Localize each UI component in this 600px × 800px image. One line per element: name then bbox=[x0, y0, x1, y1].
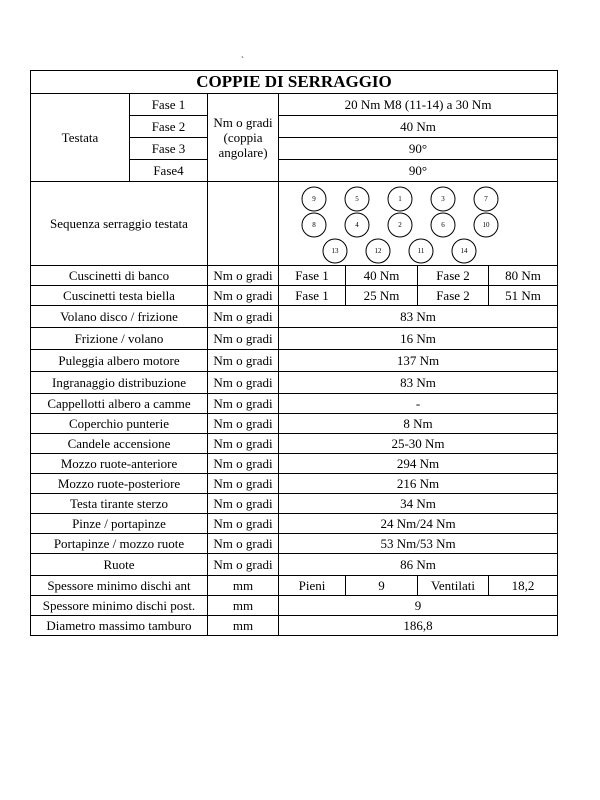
bearing-phase2: Fase 2 bbox=[418, 266, 489, 286]
bearing-row bbox=[31, 286, 558, 306]
bolt-number: 1 bbox=[398, 194, 402, 203]
row-value: 186,8 bbox=[279, 616, 558, 636]
row-label: Mozzo ruote-posteriore bbox=[31, 474, 208, 494]
row-value: 24 Nm/24 Nm bbox=[279, 514, 558, 534]
row-value: 83 Nm bbox=[279, 372, 558, 394]
row-value: - bbox=[279, 394, 558, 414]
table-row bbox=[31, 534, 558, 554]
bolt-marker bbox=[409, 239, 433, 263]
bearing-value1: 25 Nm bbox=[346, 286, 418, 306]
row-label: Volano disco / frizione bbox=[31, 306, 208, 328]
bolt-marker bbox=[345, 187, 369, 211]
bearing-phase1: Fase 1 bbox=[279, 266, 346, 286]
row-value: 53 Nm/53 Nm bbox=[279, 534, 558, 554]
row-unit: Nm o gradi bbox=[208, 414, 279, 434]
row-unit: mm bbox=[208, 616, 279, 636]
bolt-marker bbox=[323, 239, 347, 263]
bolt-number: 6 bbox=[441, 220, 445, 229]
bearing-label: Cuscinetti testa biella bbox=[31, 286, 208, 306]
table-row bbox=[31, 394, 558, 414]
bolt-marker bbox=[452, 239, 476, 263]
row-value: 83 Nm bbox=[279, 306, 558, 328]
testata-row bbox=[31, 94, 558, 116]
row-unit: Nm o gradi bbox=[208, 494, 279, 514]
bolt-number: 14 bbox=[460, 246, 468, 255]
bearing-row bbox=[31, 266, 558, 286]
bolt-marker bbox=[431, 187, 455, 211]
row-label: Frizione / volano bbox=[31, 328, 208, 350]
row-value: 216 Nm bbox=[279, 474, 558, 494]
row-label: Testa tirante sterzo bbox=[31, 494, 208, 514]
row-label: Candele accensione bbox=[31, 434, 208, 454]
row-unit: Nm o gradi bbox=[208, 350, 279, 372]
bolt-number: 5 bbox=[355, 194, 359, 203]
row-value: 86 Nm bbox=[279, 554, 558, 576]
sequence-unit-empty bbox=[208, 182, 279, 266]
bearing-value2: 80 Nm bbox=[489, 266, 558, 286]
testata-phase: Fase 1 bbox=[130, 94, 208, 116]
bolt-number: 13 bbox=[331, 246, 339, 255]
disc-value-solid: 9 bbox=[346, 576, 418, 596]
testata-unit bbox=[208, 94, 279, 182]
bolt-marker bbox=[302, 213, 326, 237]
row-unit: Nm o gradi bbox=[208, 306, 279, 328]
sequence-row bbox=[31, 182, 558, 266]
row-value: 16 Nm bbox=[279, 328, 558, 350]
row-unit: Nm o gradi bbox=[208, 372, 279, 394]
row-unit: Nm o gradi bbox=[208, 474, 279, 494]
row-label: Pinze / portapinze bbox=[31, 514, 208, 534]
table-row bbox=[31, 474, 558, 494]
disc-type-vented: Ventilati bbox=[418, 576, 489, 596]
bearing-phase1: Fase 1 bbox=[279, 286, 346, 306]
table-row bbox=[31, 350, 558, 372]
disc-front-label: Spessore minimo dischi ant bbox=[31, 576, 208, 596]
row-value: 8 Nm bbox=[279, 414, 558, 434]
row-value: 25-30 Nm bbox=[279, 434, 558, 454]
disc-value-vented: 18,2 bbox=[489, 576, 558, 596]
bolt-marker bbox=[302, 187, 326, 211]
table-row bbox=[31, 514, 558, 534]
bolt-number: 3 bbox=[441, 194, 445, 203]
table-row bbox=[31, 328, 558, 350]
row-unit: Nm o gradi bbox=[208, 554, 279, 576]
bearing-label: Cuscinetti di banco bbox=[31, 266, 208, 286]
disc-front-row bbox=[31, 576, 558, 596]
bolt-number: 12 bbox=[374, 246, 382, 255]
bolt-number: 10 bbox=[482, 220, 490, 229]
testata-phase: Fase 2 bbox=[130, 116, 208, 138]
bolt-number: 4 bbox=[355, 220, 359, 229]
row-label: Ingranaggio distribuzione bbox=[31, 372, 208, 394]
bolt-number: 7 bbox=[484, 194, 488, 203]
table-row bbox=[31, 414, 558, 434]
bolt-sequence-diagram bbox=[283, 184, 553, 264]
table-row bbox=[31, 616, 558, 636]
row-label: Puleggia albero motore bbox=[31, 350, 208, 372]
bearing-unit: Nm o gradi bbox=[208, 266, 279, 286]
sequence-diagram-cell bbox=[279, 182, 558, 266]
table-title: COPPIE DI SERRAGGIO bbox=[31, 71, 558, 94]
disc-type-solid: Pieni bbox=[279, 576, 346, 596]
row-unit: Nm o gradi bbox=[208, 514, 279, 534]
bolt-number: 8 bbox=[312, 220, 316, 229]
bolt-marker bbox=[431, 213, 455, 237]
row-label: Coperchio punterie bbox=[31, 414, 208, 434]
bolt-marker bbox=[366, 239, 390, 263]
bearing-value2: 51 Nm bbox=[489, 286, 558, 306]
testata-value: 40 Nm bbox=[279, 116, 558, 138]
testata-unit-text: Nm o gradi (coppia angolare) bbox=[213, 115, 273, 160]
bolt-marker bbox=[345, 213, 369, 237]
table-row bbox=[31, 494, 558, 514]
stray-tick-mark: ` bbox=[241, 55, 244, 65]
bolt-marker bbox=[474, 213, 498, 237]
bolt-number: 9 bbox=[312, 194, 316, 203]
row-label: Mozzo ruote-anteriore bbox=[31, 454, 208, 474]
table-row bbox=[31, 434, 558, 454]
row-label: Cappellotti albero a camme bbox=[31, 394, 208, 414]
row-unit: Nm o gradi bbox=[208, 328, 279, 350]
bolt-marker bbox=[388, 213, 412, 237]
bolt-marker bbox=[388, 187, 412, 211]
table-row bbox=[31, 596, 558, 616]
testata-value: 20 Nm M8 (11-14) a 30 Nm bbox=[279, 94, 558, 116]
testata-label: Testata bbox=[31, 94, 130, 182]
row-label: Spessore minimo dischi post. bbox=[31, 596, 208, 616]
row-label: Diametro massimo tamburo bbox=[31, 616, 208, 636]
row-unit: Nm o gradi bbox=[208, 434, 279, 454]
row-unit: Nm o gradi bbox=[208, 394, 279, 414]
row-unit: Nm o gradi bbox=[208, 534, 279, 554]
bolt-number: 2 bbox=[398, 220, 402, 229]
testata-phase: Fase 3 bbox=[130, 138, 208, 160]
torque-table bbox=[30, 70, 558, 636]
row-unit: Nm o gradi bbox=[208, 454, 279, 474]
testata-phase: Fase4 bbox=[130, 160, 208, 182]
bolt-number: 11 bbox=[417, 246, 425, 255]
table-row bbox=[31, 372, 558, 394]
table-row bbox=[31, 554, 558, 576]
testata-value: 90° bbox=[279, 138, 558, 160]
row-label: Ruote bbox=[31, 554, 208, 576]
bearing-value1: 40 Nm bbox=[346, 266, 418, 286]
bolt-marker bbox=[474, 187, 498, 211]
testata-value: 90° bbox=[279, 160, 558, 182]
sequence-label: Sequenza serraggio testata bbox=[31, 182, 208, 266]
bearing-unit: Nm o gradi bbox=[208, 286, 279, 306]
row-value: 137 Nm bbox=[279, 350, 558, 372]
table-row bbox=[31, 306, 558, 328]
table-row bbox=[31, 454, 558, 474]
row-value: 294 Nm bbox=[279, 454, 558, 474]
row-unit: mm bbox=[208, 596, 279, 616]
disc-front-unit: mm bbox=[208, 576, 279, 596]
bearing-phase2: Fase 2 bbox=[418, 286, 489, 306]
row-value: 34 Nm bbox=[279, 494, 558, 514]
row-value: 9 bbox=[279, 596, 558, 616]
row-label: Portapinze / mozzo ruote bbox=[31, 534, 208, 554]
